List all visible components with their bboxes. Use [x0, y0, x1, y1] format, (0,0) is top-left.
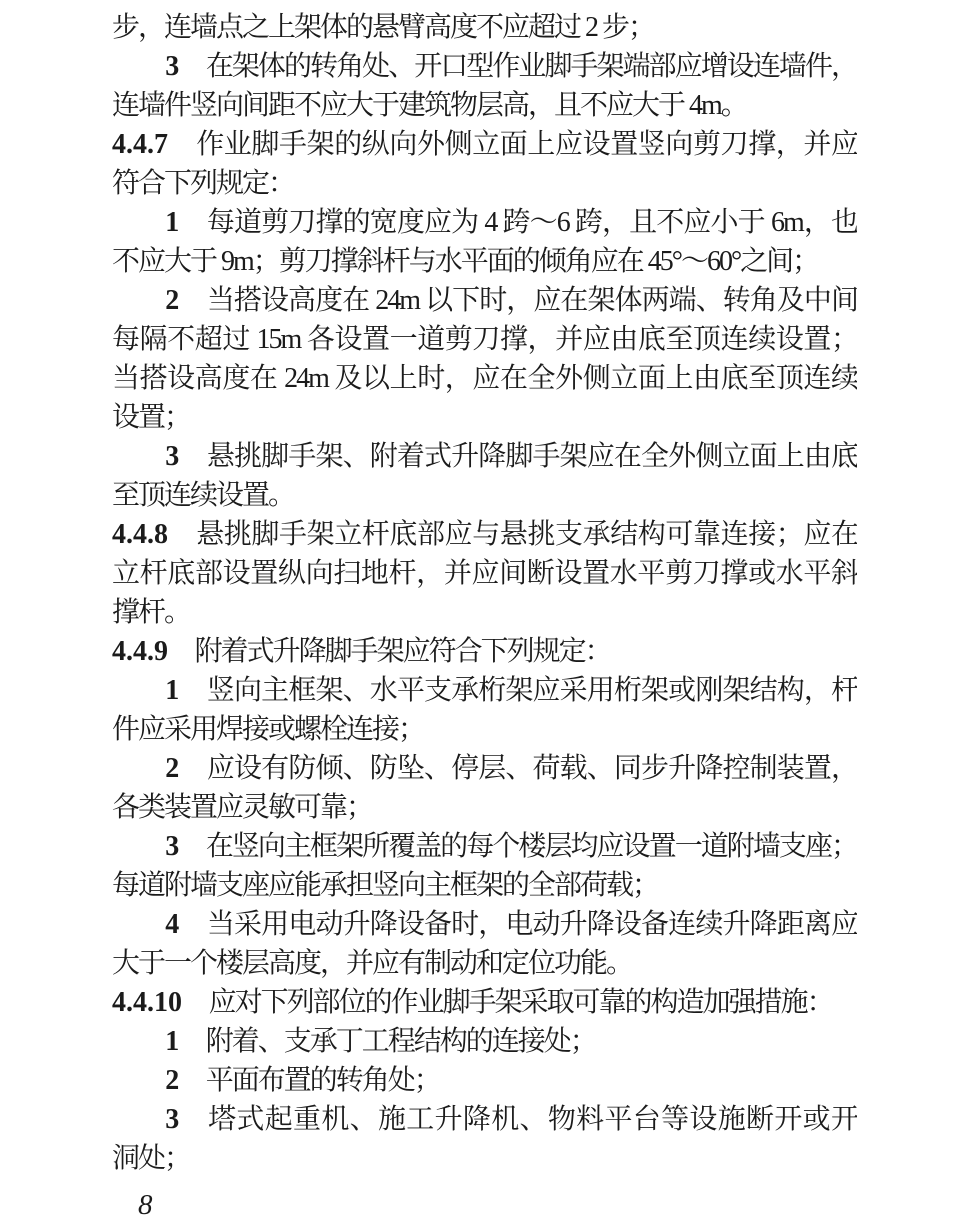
text-line: 3 在架体的转角处、开口型作业脚手架端部应增设连墙件， — [165, 51, 857, 82]
text-line: 每道附墙支座应能承担竖向主框架的全部荷载； — [112, 870, 659, 901]
text-line: 每隔不超过 15m 各设置一道剪刀撑，并应由底至顶连续设置； — [112, 324, 857, 355]
paragraph — [112, 437, 857, 515]
text-line: 4.4.8 悬挑脚手架立杆底部应与悬挑支承结构可靠连接；应在 — [112, 519, 857, 550]
item-number: 3 — [165, 831, 180, 862]
text-line: 不应大于 9m；剪刀撑斜杆与水平面的倾角应在 45°～60°之间； — [112, 246, 819, 277]
item-number: 3 — [165, 441, 180, 472]
paragraph — [112, 671, 857, 749]
paragraph — [112, 125, 857, 203]
paragraph — [112, 1061, 857, 1100]
item-number: 2 — [165, 285, 180, 316]
page-number: 8 — [138, 1189, 153, 1221]
text-line: 2 当搭设高度在 24m 以下时，应在架体两端、转角及中间 — [165, 285, 857, 316]
item-number: 4 — [165, 909, 180, 940]
text-line: 2 应设有防倾、防坠、停层、荷载、同步升降控制装置， — [165, 753, 857, 784]
paragraph — [112, 515, 857, 632]
clause-number: 4.4.10 — [112, 987, 182, 1018]
paragraph — [112, 47, 857, 125]
paragraph — [112, 281, 857, 437]
text-line: 1 每道剪刀撑的宽度应为 4 跨～6 跨，且不应小于 6m，也 — [165, 207, 857, 238]
paragraph — [112, 8, 857, 47]
text-line: 2 平面布置的转角处； — [165, 1065, 440, 1096]
text-line: 符合下列规定： — [112, 168, 295, 199]
text-line: 3 塔式起重机、施工升降机、物料平台等设施断开或开 — [165, 1104, 857, 1135]
paragraph — [112, 983, 857, 1022]
text-line: 大于一个楼层高度，并应有制动和定位功能。 — [112, 948, 633, 979]
paragraph — [112, 749, 857, 827]
paragraph — [112, 632, 857, 671]
paragraph — [112, 905, 857, 983]
text-line: 4.4.9 附着式升降脚手架应符合下列规定： — [112, 636, 611, 667]
text-line: 4.4.10 应对下列部位的作业脚手架采取可靠的构造加强措施： — [112, 987, 833, 1018]
item-number: 2 — [165, 1065, 180, 1096]
item-number: 2 — [165, 753, 180, 784]
paragraph — [112, 827, 857, 905]
item-number: 1 — [165, 675, 180, 706]
text-line: 撑杆。 — [112, 597, 191, 628]
text-line: 3 悬挑脚手架、附着式升降脚手架应在全外侧立面上由底 — [165, 441, 857, 472]
text-line: 1 附着、支承丁工程结构的连接处； — [165, 1026, 596, 1057]
item-number: 3 — [165, 51, 180, 82]
text-line: 3 在竖向主框架所覆盖的每个楼层均应设置一道附墙支座； — [165, 831, 857, 862]
text-line: 至顶连续设置。 — [112, 480, 295, 511]
text-line: 步，连墙点之上架体的悬臂高度不应超过 2 步； — [112, 12, 655, 43]
text-line: 各类装置应灵敏可靠； — [112, 792, 373, 823]
item-number: 3 — [165, 1104, 180, 1135]
page-content — [112, 8, 857, 1178]
text-line: 4.4.7 作业脚手架的纵向外侧立面上应设置竖向剪刀撑，并应 — [112, 129, 857, 160]
text-line: 连墙件竖向间距不应大于建筑物层高，且不应大于 4m。 — [112, 90, 747, 121]
text-line: 立杆底部设置纵向扫地杆，并应间断设置水平剪刀撑或水平斜 — [112, 558, 857, 589]
clause-number: 4.4.7 — [112, 129, 168, 160]
text-line: 1 竖向主框架、水平支承桁架应采用桁架或刚架结构，杆 — [165, 675, 857, 706]
paragraph — [112, 1022, 857, 1061]
text-line: 洞处； — [112, 1143, 191, 1174]
item-number: 1 — [165, 207, 180, 238]
paragraph — [112, 203, 857, 281]
clause-number: 4.4.8 — [112, 519, 168, 550]
clause-number: 4.4.9 — [112, 636, 168, 667]
text-line: 设置； — [112, 402, 191, 433]
text-line: 4 当采用电动升降设备时，电动升降设备连续升降距离应 — [165, 909, 857, 940]
text-line: 件应采用焊接或螺栓连接； — [112, 714, 425, 745]
paragraph — [112, 1100, 857, 1178]
item-number: 1 — [165, 1026, 180, 1057]
text-line: 当搭设高度在 24m 及以上时，应在全外侧立面上由底至顶连续 — [112, 363, 857, 394]
